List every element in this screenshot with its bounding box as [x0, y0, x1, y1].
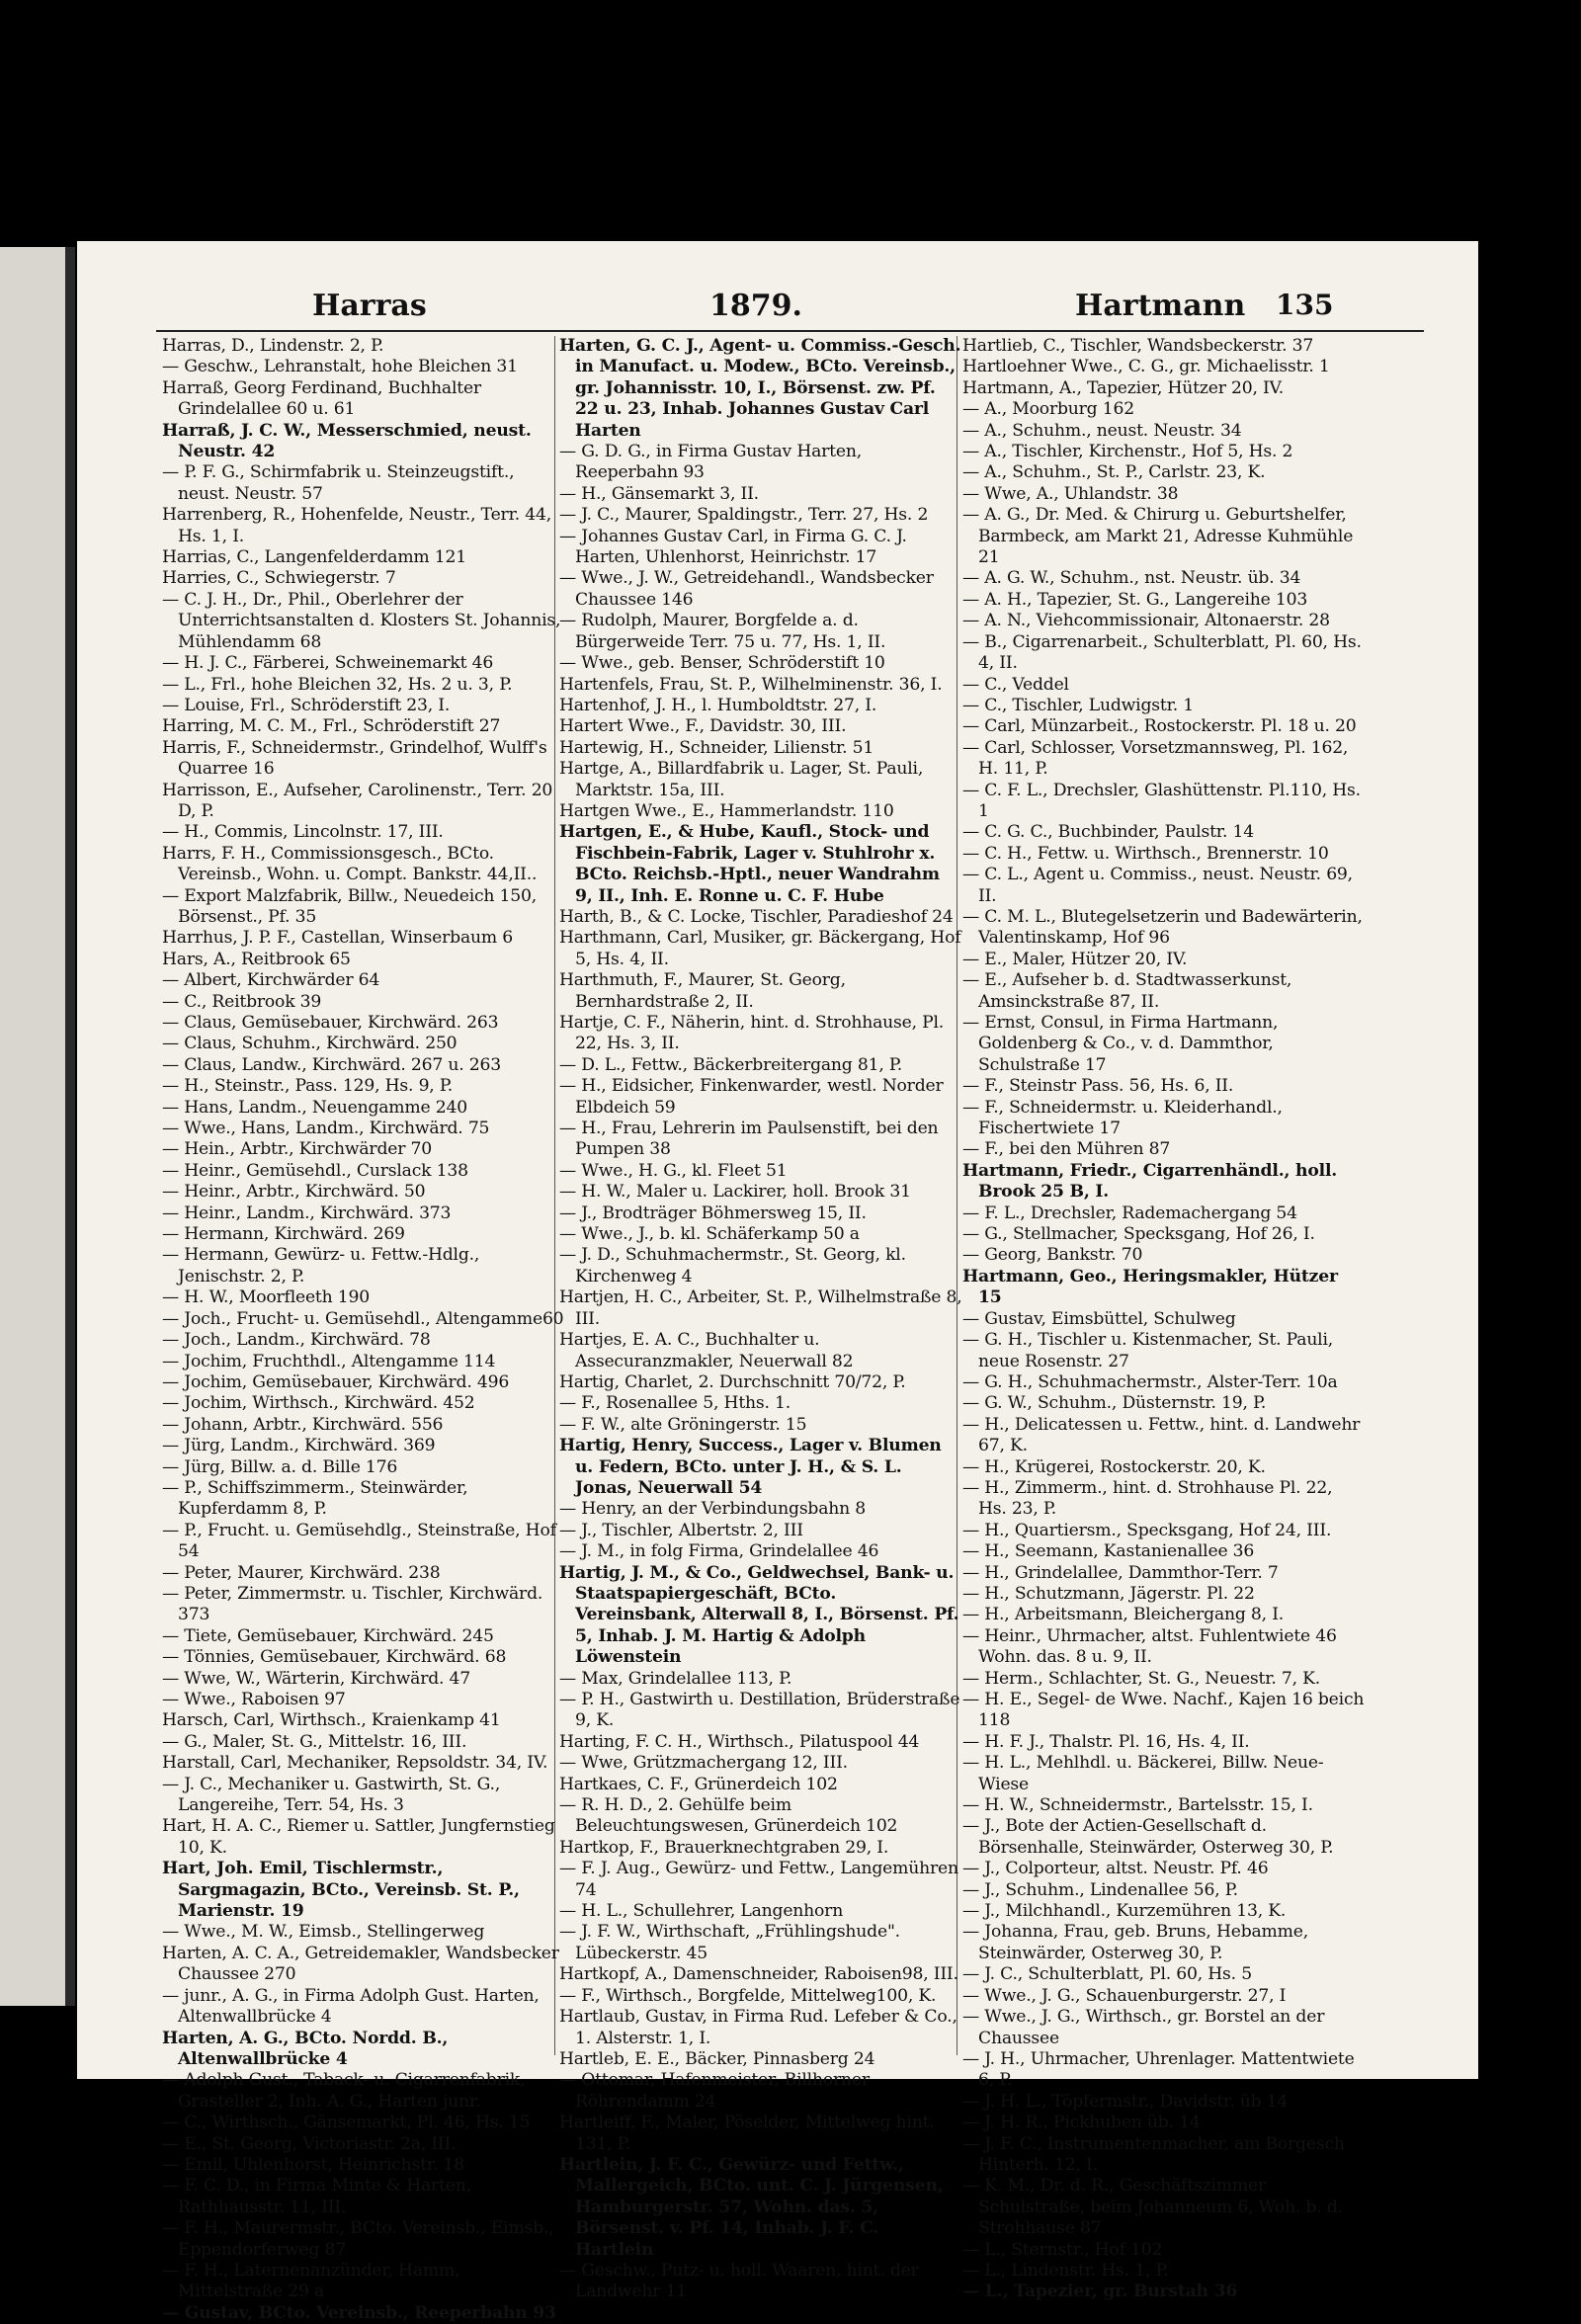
directory-entry: Harthmuth, F., Maurer, St. Georg, Bernhardstraße 2, II.: [559, 970, 846, 1012]
directory-entry: — D. L., Fettw., Bäckerbreitergang 81, P.: [559, 1054, 902, 1075]
directory-entry: — Albert, Kirchwärder 64: [162, 970, 380, 991]
directory-entry: — A., Schuhm., St. P., Carlstr. 23, K.: [962, 462, 1266, 483]
directory-entry: Hartenhof, J. H., l. Humboldtstr. 27, I.: [559, 695, 877, 715]
directory-entry: — J. H. R., Pickhuben üb. 14: [962, 2113, 1201, 2133]
directory-entry: — Jochim, Fruchthdl., Altengamme 114: [162, 1351, 496, 1371]
directory-entry: — Wwe., J. G., Wirthsch., gr. Borstel an der Chaussee: [962, 2007, 1325, 2048]
directory-entry: — Wwe., geb. Benser, Schröderstift 10: [559, 653, 885, 674]
directory-entry: — Carl, Münzarbeit., Rostockerstr. Pl. 18 u. 20: [962, 716, 1357, 737]
directory-entry: Hartkaes, C. F., Grünerdeich 102: [559, 1774, 838, 1794]
directory-entry: — J. D., Schuhmachermstr., St. Georg, kl. Kirchenweg 4: [559, 1245, 906, 1286]
directory-entry: — Max, Grindelallee 113, P.: [559, 1668, 792, 1689]
directory-entry: Harting, F. C. H., Wirthsch., Pilatuspool 44: [559, 1731, 920, 1752]
directory-entry: Harsch, Carl, Wirthsch., Kraienkamp 41: [162, 1710, 501, 1731]
directory-entry: — J., Colporteur, altst. Neustr. Pf. 46: [962, 1859, 1269, 1879]
directory-entry: — Wwe, A., Uhlandstr. 38: [962, 483, 1179, 504]
directory-entry: Hartjes, E. A. C., Buchhalter u. Assecuranzmakler, Neuerwall 82: [559, 1330, 854, 1371]
directory-entry: — H., Steinstr., Pass. 129, Hs. 9, P.: [162, 1076, 453, 1097]
directory-entry: — Joch., Landm., Kirchwärd. 78: [162, 1330, 431, 1351]
directory-entry: — F. H., Maurermstr., BCto. Vereinsb., Eimsb., Eppendorferweg 87: [162, 2218, 554, 2260]
directory-entry: — C. H., Fettw. u. Wirthsch., Brennerstr. 10: [962, 843, 1329, 864]
directory-entry: — Wwe., Raboisen 97: [162, 1690, 346, 1709]
directory-entry: — Herm., Schlachter, St. G., Neuestr. 7, K.: [962, 1668, 1321, 1689]
directory-entry: — Wwe., J., b. kl. Schäferkamp 50 a: [559, 1224, 860, 1245]
directory-entry: Harraß, Georg Ferdinand, Buchhalter Grindelallee 60 u. 61: [162, 377, 481, 420]
header-right-keyword: Hartmann: [1075, 289, 1246, 323]
directory-entry: — H., Eidsicher, Finkenwarder, westl. Norder Elbdeich 59: [559, 1076, 944, 1118]
directory-entry: — G., Maler, St. G., Mittelstr. 16, III.: [162, 1731, 467, 1752]
directory-entry: Hartge, A., Billardfabrik u. Lager, St. Pauli, Marktstr. 15a, III.: [559, 759, 924, 800]
directory-entry: — J. C., Mechaniker u. Gastwirth, St. G., Langereihe, Terr. 54, Hs. 3: [162, 1774, 501, 1816]
directory-entry: Harstall, Carl, Mechaniker, Repsoldstr. 34, IV.: [162, 1753, 548, 1774]
directory-entry: — Tiete, Gemüsebauer, Kirchwärd. 245: [162, 1625, 494, 1646]
directory-entry: Hartkopf, A., Damenschneider, Raboisen98, III.: [559, 1964, 958, 1985]
directory-entry: — L., Sternstr., Hof 102: [962, 2239, 1163, 2260]
directory-entry: Hartleiff, F., Maler, Pöselder, Mittelweg hint. 131, P.: [559, 2113, 935, 2154]
directory-entry: — C. J. H., Dr., Phil., Oberlehrer der Unterrichtsanstalten d. Klosters St. Johannis, Mühlendamm 68: [162, 589, 561, 652]
directory-entry: — F., Schneidermstr. u. Kleiderhandl., Fischertwiete 17: [962, 1097, 1283, 1139]
directory-entry: — Claus, Gemüsebauer, Kirchwärd. 263: [162, 1013, 499, 1033]
directory-entry: Hartert Wwe., F., Davidstr. 30, III.: [559, 716, 847, 737]
directory-entry: — Carl, Schlosser, Vorsetzmannsweg, Pl. 162, H. 11, P.: [962, 737, 1349, 780]
directory-entry: — H., Frau, Lehrerin im Paulsenstift, bei den Pumpen 38: [559, 1119, 939, 1160]
directory-entry: — junr., A. G., in Firma Adolph Gust. Harten, Altenwallbrücke 4: [162, 1985, 540, 2028]
directory-entry: — Heinr., Uhrmacher, altst. Fuhlentwiete 46 Wohn. das. 8 u. 9, II.: [962, 1625, 1337, 1668]
directory-entry: — C., Wirthsch., Gänsemarkt, Pl. 46, Hs. 15: [162, 2113, 531, 2133]
directory-entry: Hartgen, E., & Hube, Kaufl., Stock- und Fischbein-Fabrik, Lager v. Stuhlrohr x. BCto. Reichsb.-Hptl., neuer Wandrahm 9, II., Inh. E. Ronne u. C. F. Hube: [559, 822, 940, 906]
directory-entry: — Geschw., Lehranstalt, hohe Bleichen 31: [162, 357, 518, 377]
directory-entry: Hartmann, A., Tapezier, Hützer 20, IV.: [962, 377, 1285, 398]
directory-page: [77, 241, 1478, 2323]
directory-entry: — B., Cigarrenarbeit., Schulterblatt, Pl. 60, Hs. 4, II.: [962, 631, 1362, 674]
directory-entry: — H., Delicatessen u. Fettw., hint. d. Landwehr 67, K.: [962, 1414, 1361, 1456]
directory-entry: — J. F. C., Instrumentenmacher, am Borgesch Hinterh. 12, I.: [962, 2133, 1345, 2175]
directory-entry: — Wwe, W., Wärterin, Kirchwärd. 47: [162, 1668, 471, 1689]
directory-entry: — G. H., Tischler u. Kistenmacher, St. Pauli, neue Rosenstr. 27: [962, 1330, 1334, 1371]
directory-entry: — J. C., Schulterblatt, Pl. 60, Hs. 5: [962, 1964, 1252, 1985]
directory-entry: Harris, F., Schneidermstr., Grindelhof, Wulff's Quarree 16: [162, 737, 547, 780]
directory-entry: — H., Commis, Lincolnstr. 17, III.: [162, 822, 444, 843]
book-gutter: [65, 247, 75, 2006]
directory-entry: Harring, M. C. M., Frl., Schröderstift 27: [162, 716, 501, 737]
directory-entry: Harten, G. C. J., Agent- u. Commiss.-Gesch. in Manufact. u. Modew., BCto. Vereinsb., gr. Johannisstr. 10, I., Börsenst. zw. Pf. 22 u. 23, Inhab. Johannes Gustav Carl Harten: [559, 336, 961, 441]
directory-entry: — H. W., Schneidermstr., Bartelsstr. 15, I.: [962, 1795, 1313, 1816]
directory-entry: — Peter, Maurer, Kirchwärd. 238: [162, 1562, 441, 1583]
directory-entry: Hars, A., Reitbrook 65: [162, 949, 351, 969]
directory-entry: — Johann, Arbtr., Kirchwärd. 556: [162, 1414, 444, 1435]
directory-entry: — J. C., Maurer, Spaldingstr., Terr. 27, Hs. 2: [559, 505, 929, 526]
directory-entry: Harrias, C., Langenfelderdamm 121: [162, 547, 466, 568]
directory-entry: Hartenfels, Frau, St. P., Wilhelminenstr. 36, I.: [559, 674, 943, 695]
directory-entry: — Jürg, Landm., Kirchwärd. 369: [162, 1436, 436, 1456]
directory-entry: — Heinr., Landm., Kirchwärd. 373: [162, 1203, 452, 1223]
page-header: [77, 289, 1478, 328]
directory-entry: — Wwe., J. W., Getreidehandl., Wandsbecker Chaussee 146: [559, 568, 934, 610]
directory-entry: Harras, D., Lindenstr. 2, P.: [162, 336, 384, 356]
directory-entry: — H. F. J., Thalstr. Pl. 16, Hs. 4, II.: [962, 1731, 1250, 1752]
column-2: [559, 336, 962, 2302]
directory-entry: — C., Veddel: [962, 674, 1069, 695]
directory-entry: — H., Seemann, Kastanienallee 36: [962, 1541, 1255, 1562]
directory-entry: Hartig, Henry, Success., Lager v. Blumen u. Federn, BCto. unter J. H., & S. L. Jonas, Neuerwall 54: [559, 1436, 942, 1498]
directory-entry: Harrs, F. H., Commissionsgesch., BCto. Vereinsb., Wohn. u. Compt. Bankstr. 44,II..: [162, 843, 538, 885]
directory-entry: — Johanna, Frau, geb. Bruns, Hebamme, Steinwärder, Osterweg 30, P.: [962, 1922, 1308, 1963]
directory-entry: — Claus, Landw., Kirchwärd. 267 u. 263: [162, 1054, 501, 1075]
directory-entry: Hartloehner Wwe., C. G., gr. Michaelisstr. 1: [962, 357, 1330, 377]
directory-entry: — H. E., Segel- de Wwe. Nachf., Kajen 16 beich 118: [962, 1690, 1365, 1731]
directory-entry: — J., Schuhm., Lindenallee 56, P.: [962, 1879, 1238, 1900]
directory-entry: Hartjen, H. C., Arbeiter, St. P., Wilhelmstraße 8, III.: [559, 1287, 962, 1329]
directory-entry: Hartlein, J. F. C., Gewürz- und Fettw., Mallergeich, BCto. unt. C. J. Jürgensen, Hamburgerstr. 57, Wohn. das. 5, Börsenst. v. Pf. 14, Inhab. J. F. C. Hartlein: [559, 2154, 944, 2260]
directory-entry: — Georg, Bankstr. 70: [962, 1245, 1143, 1266]
directory-entry: Harth, B., & C. Locke, Tischler, Paradieshof 24: [559, 906, 954, 927]
directory-entry: — F. J. Aug., Gewürz- und Fettw., Langemühren 74: [559, 1859, 958, 1900]
directory-entry: — H. W., Maler u. Lackirer, holl. Brook 31: [559, 1182, 911, 1203]
directory-entry: — F., Wirthsch., Borgfelde, Mittelweg100, K.: [559, 1985, 937, 2006]
directory-entry: — H., Zimmerm., hint. d. Strohhause Pl. 22, Hs. 23, P.: [962, 1477, 1333, 1520]
directory-entry: Hart, H. A. C., Riemer u. Sattler, Jungfernstieg 10, K.: [162, 1816, 555, 1858]
directory-entry: — Gustav, Eimsbüttel, Schulweg: [962, 1308, 1236, 1329]
directory-entry: — C. G. C., Buchbinder, Paulstr. 14: [962, 822, 1254, 843]
directory-entry: Harries, C., Schwiegerstr. 7: [162, 568, 396, 589]
directory-entry: — J., Bote der Actien-Gesellschaft d. Börsenhalle, Steinwärder, Osterweg 30, P.: [962, 1816, 1334, 1858]
directory-entry: Hartlieb, C., Tischler, Wandsbeckerstr. 37: [962, 336, 1314, 356]
directory-entry: Harthmann, Carl, Musiker, gr. Bäckergang, Hof 5, Hs. 4, II.: [559, 928, 961, 969]
directory-entry: Harraß, J. C. W., Messerschmied, neust. Neustr. 42: [162, 420, 532, 462]
directory-entry: — A., Schuhm., neust. Neustr. 34: [962, 420, 1242, 441]
directory-entry: — H. L., Mehlhdl. u. Bäckerei, Billw. Neue-Wiese: [962, 1753, 1324, 1794]
directory-entry: — J. M., in folg Firma, Grindelallee 46: [559, 1541, 879, 1562]
directory-entry: — J. H., Uhrmacher, Uhrenlager. Mattentwiete 6, P.: [962, 2048, 1355, 2091]
directory-entry: Hartlaub, Gustav, in Firma Rud. Lefeber & Co., 1. Alsterstr. 1, I.: [559, 2007, 957, 2048]
directory-entry: — J., Brodträger Böhmersweg 15, II.: [559, 1203, 867, 1223]
directory-entry: — F., Steinstr Pass. 56, Hs. 6, II.: [962, 1076, 1234, 1097]
directory-entry: — Emil, Uhlenhorst, Heinrichstr. 18: [162, 2154, 464, 2175]
directory-entry: Hartig, Charlet, 2. Durchschnitt 70/72, P.: [559, 1371, 906, 1392]
directory-entry: — E., Maler, Hützer 20, IV.: [962, 949, 1188, 969]
directory-entry: — Louise, Frl., Schröderstift 23, I.: [162, 695, 451, 715]
directory-entry: — Hermann, Gewürz- u. Fettw.-Hdlg., Jenischstr. 2, P.: [162, 1245, 480, 1286]
directory-entry: Hartgen Wwe., E., Hammerlandstr. 110: [559, 800, 894, 821]
directory-entry: — F., bei den Mühren 87: [962, 1139, 1171, 1160]
directory-entry: — Adolph Gust., Taback- u. Cigarrenfabrik, Grasteller 2, Inh. A. G., Harten junr.: [162, 2070, 526, 2112]
directory-entry: — H., Quartiersm., Specksgang, Hof 24, III.: [962, 1520, 1332, 1540]
directory-entry: — G. H., Schuhmachermstr., Alster-Terr. 10a: [962, 1371, 1338, 1392]
directory-entry: — Ernst, Consul, in Firma Hartmann, Goldenberg & Co., v. d. Dammthor, Schulstraße 17: [962, 1013, 1279, 1075]
directory-entry: — F. C. D., in Firma Minte & Harten, Rathhausstr. 11, III.: [162, 2176, 471, 2217]
directory-entry: Harrisson, E., Aufseher, Carolinenstr., Terr. 20 D, P.: [162, 780, 553, 821]
directory-entry: — L., Tapezier, gr. Burstah 36: [962, 2282, 1238, 2302]
directory-entry: — A. G., Dr. Med. & Chirurg u. Geburtshelfer, Barmbeck, am Markt 21, Adresse Kuhmühle 21: [962, 505, 1354, 568]
directory-entry: — G., Stellmacher, Specksgang, Hof 26, I.: [962, 1224, 1315, 1245]
directory-entry: — Heinr., Arbtr., Kirchwärd. 50: [162, 1182, 426, 1203]
directory-entry: — K. M., Dr. d. R., Geschäftszimmer Schulstraße, beim Johanneum 6, Woh. b. d. Strohhause 87: [962, 2176, 1343, 2239]
directory-entry: — F. H., Laternenanzünder, Hamm, Mittelstraße 29 a: [162, 2260, 460, 2302]
header-rule: [156, 330, 1424, 332]
directory-entry: — Jochim, Gemüsebauer, Kirchwärd. 496: [162, 1371, 510, 1392]
directory-entry: — Hermann, Kirchwärd. 269: [162, 1224, 405, 1245]
directory-entry: — Export Malzfabrik, Billw., Neuedeich 150, Börsenst., Pf. 35: [162, 885, 538, 927]
directory-entry: — Jürg, Billw. a. d. Bille 176: [162, 1456, 398, 1477]
directory-entry: Harrenberg, R., Hohenfelde, Neustr., Terr. 44, Hs. 1, I.: [162, 505, 551, 546]
directory-entry: Hart, Joh. Emil, Tischlermstr., Sargmagazin, BCto., Vereinsb. St. P., Marienstr. 19: [162, 1859, 520, 1922]
directory-entry: — L., Frl., hohe Bleichen 32, Hs. 2 u. 3, P.: [162, 674, 513, 695]
directory-entry: Hartmann, Friedr., Cigarrenhändl., holl. Brook 25 B, I.: [962, 1160, 1338, 1203]
directory-entry: — Hein., Arbtr., Kirchwärder 70: [162, 1139, 432, 1160]
directory-entry: — Wwe, Grützmachergang 12, III.: [559, 1753, 848, 1774]
directory-entry: Harten, A. G., BCto. Nordd. B., Altenwallbrücke 4: [162, 2028, 449, 2069]
directory-entry: — F. W., alte Gröningerstr. 15: [559, 1414, 807, 1435]
directory-entry: — Peter, Zimmermstr. u. Tischler, Kirchwärd. 373: [162, 1583, 543, 1625]
directory-entry: — Johannes Gustav Carl, in Firma G. C. J. Harten, Uhlenhorst, Heinrichstr. 17: [559, 526, 907, 568]
directory-entry: — J. H. L., Töpfermstr., Davidstr. üb 14: [962, 2091, 1289, 2112]
directory-entry: — L., Lindenstr. Hs. 1, P.: [962, 2260, 1169, 2281]
directory-entry: Hartje, C. F., Näherin, hint. d. Strohhause, Pl. 22, Hs. 3, II.: [559, 1013, 945, 1054]
directory-entry: — C. F. L., Drechsler, Glashüttenstr. Pl.110, Hs. 1: [962, 780, 1361, 821]
directory-entry: — Claus, Schuhm., Kirchwärd. 250: [162, 1034, 458, 1054]
directory-entry: — C., Reitbrook 39: [162, 991, 322, 1012]
directory-entry: Hartleb, E. E., Bäcker, Pinnasberg 24: [559, 2048, 875, 2069]
header-year: 1879.: [709, 289, 802, 323]
directory-entry: — Heinr., Gemüsehdl., Curslack 138: [162, 1160, 468, 1181]
directory-entry: — F. L., Drechsler, Rademachergang 54: [962, 1203, 1297, 1223]
directory-entry: — Tönnies, Gemüsebauer, Kirchwärd. 68: [162, 1647, 507, 1668]
directory-entry: — A. N., Viehcommissionair, Altonaerstr. 28: [962, 611, 1330, 631]
directory-entry: — Joch., Frucht- u. Gemüsehdl., Altengamme60: [162, 1308, 564, 1329]
directory-entry: Harten, A. C. A., Getreidemakler, Wandsbecker Chaussee 270: [162, 1943, 559, 1985]
directory-entry: — Wwe., Hans, Landm., Kirchwärd. 75: [162, 1119, 490, 1139]
directory-entry: — H., Grindelallee, Dammthor-Terr. 7: [962, 1562, 1279, 1583]
directory-entry: Hartkop, F., Brauerknechtgraben 29, I.: [559, 1837, 889, 1858]
directory-entry: Harrhus, J. P. F., Castellan, Winserbaum 6: [162, 928, 513, 949]
directory-entry: — H. W., Moorfleeth 190: [162, 1287, 370, 1308]
column-3: [962, 336, 1366, 2302]
directory-entry: — J., Tischler, Albertstr. 2, III: [559, 1520, 803, 1540]
directory-entry: — G. D. G., in Firma Gustav Harten, Reeperbahn 93: [559, 442, 862, 483]
directory-entry: — Ottomar, Hafenmeister, Billhorner Röhrendamm 24: [559, 2070, 870, 2112]
directory-entry: — Wwe., J. G., Schauenburgerstr. 27, I: [962, 1985, 1287, 2006]
directory-entry: — H. J. C., Färberei, Schweinemarkt 46: [162, 653, 494, 674]
directory-entry: — H., Arbeitsmann, Bleichergang 8, I.: [962, 1605, 1285, 1625]
directory-entry: — A., Tischler, Kirchenstr., Hof 5, Hs. 2: [962, 442, 1293, 462]
directory-entry: — P. H., Gastwirth u. Destillation, Brüderstraße 9, K.: [559, 1690, 960, 1731]
directory-entry: — P. F. G., Schirmfabrik u. Steinzeugstift., neust. Neustr. 57: [162, 462, 515, 504]
directory-entry: — Wwe., H. G., kl. Fleet 51: [559, 1160, 788, 1181]
directory-entry: — H., Krügerei, Rostockerstr. 20, K.: [962, 1456, 1266, 1477]
directory-entry: — Rudolph, Maurer, Borgfelde a. d. Bürgerweide Terr. 75 u. 77, Hs. 1, II.: [559, 611, 886, 652]
directory-entry: Hartmann, Geo., Heringsmakler, Hützer 15: [962, 1266, 1338, 1308]
header-left-keyword: Harras: [312, 289, 427, 323]
directory-entry: — P., Frucht. u. Gemüsehdlg., Steinstraße, Hof 54: [162, 1520, 556, 1562]
directory-entry: — A., Moorburg 162: [962, 399, 1134, 420]
directory-entry: — Wwe., M. W., Eimsb., Stellingerweg: [162, 1922, 485, 1943]
directory-entry: — F., Rosenallee 5, Hths. 1.: [559, 1393, 791, 1414]
directory-entry: — R. H. D., 2. Gehülfe beim Beleuchtungswesen, Grünerdeich 102: [559, 1795, 898, 1837]
directory-entry: — H. L., Schullehrer, Langenhorn: [559, 1901, 844, 1922]
directory-entry: — C. M. L., Blutegelsetzerin und Badewärterin, Valentinskamp, Hof 96: [962, 906, 1363, 949]
directory-entry: — H., Gänsemarkt 3, II.: [559, 483, 759, 504]
directory-entry: — J., Milchhandl., Kurzemühren 13, K.: [962, 1901, 1287, 1922]
directory-entry: — H., Schutzmann, Jägerstr. Pl. 22: [962, 1583, 1255, 1604]
directory-entry: — E., St. Georg, Victoriastr. 2a, III.: [162, 2133, 457, 2154]
directory-entry: — Gustav, BCto. Vereinsb., Reeperbahn 93: [162, 2302, 556, 2323]
directory-entry: — E., Aufseher b. d. Stadtwasserkunst, Amsinckstraße 87, II.: [962, 970, 1292, 1012]
directory-entry: — A. H., Tapezier, St. G., Langereihe 103: [962, 589, 1308, 610]
page-number: 135: [1276, 289, 1334, 321]
directory-entry: — Jochim, Wirthsch., Kirchwärd. 452: [162, 1393, 475, 1414]
directory-entry: — Henry, an der Verbindungsbahn 8: [559, 1499, 867, 1520]
directory-entry: — J. F. W., Wirthschaft, „Frühlingshude". Lübeckerstr. 45: [559, 1922, 900, 1963]
directory-entry: Hartig, J. M., & Co., Geldwechsel, Bank- u. Staatspapiergeschäft, BCto. Vereinsbank, Alterwall 8, I., Börsenst. Pf. 5, Inhab. J. M. Hartig & Adolph Löwenstein: [559, 1562, 959, 1668]
directory-entry: Hartewig, H., Schneider, Lilienstr. 51: [559, 737, 874, 758]
adjacent-page-edge: [0, 247, 73, 2006]
directory-entry: — C., Tischler, Ludwigstr. 1: [962, 695, 1194, 715]
directory-entry: — A. G. W., Schuhm., nst. Neustr. üb. 34: [962, 568, 1301, 589]
directory-entry: — Geschw., Putz- u. holl. Waaren, hint. der Landwehr 11: [559, 2260, 919, 2302]
directory-entry: — G. W., Schuhm., Düsternstr. 19, P.: [962, 1393, 1267, 1414]
directory-entry: — C. L., Agent u. Commiss., neust. Neustr. 69, II.: [962, 865, 1353, 906]
directory-entry: — Hans, Landm., Neuengamme 240: [162, 1097, 467, 1118]
directory-entry: — P., Schiffszimmerm., Steinwärder, Kupferdamm 8, P.: [162, 1477, 468, 1520]
column-1: [162, 336, 565, 2323]
